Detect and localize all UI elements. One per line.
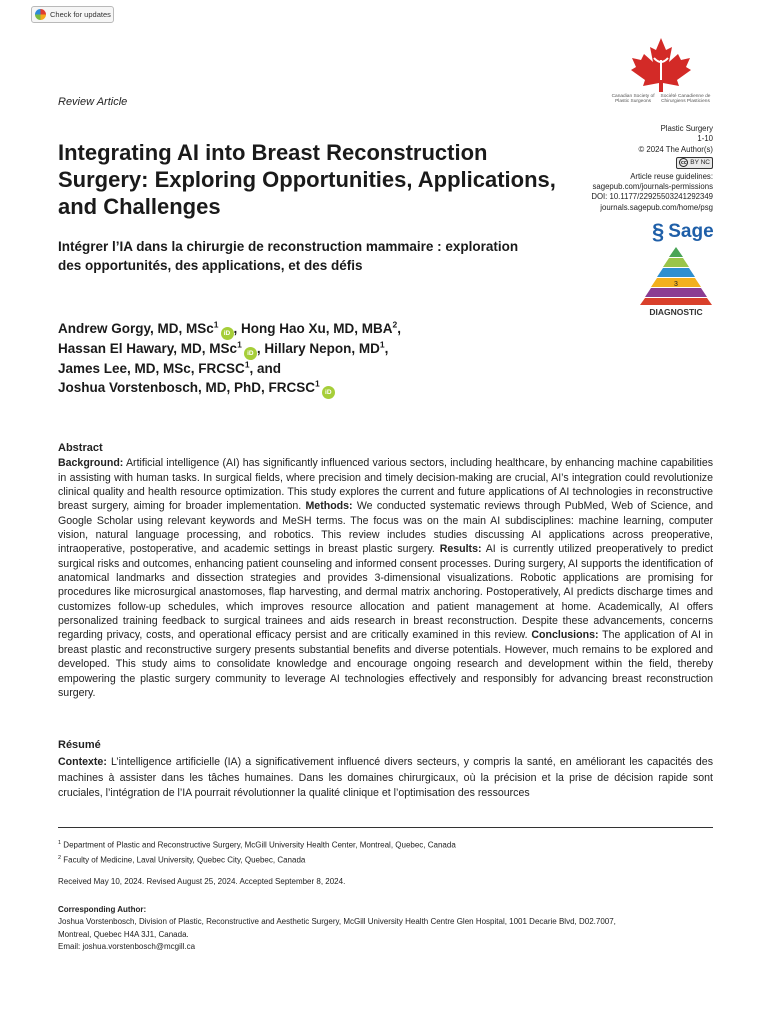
crossmark-icon — [35, 9, 46, 20]
abstract — [58, 441, 713, 700]
abstract-body: Background: Artificial intelligence (AI) has significantly influenced various sectors, including healthcare, by enhancing machine capabilities in assisting with human tasks. In surgical fields, where precision and timely decision-making are crucial, AI’s integration could revolutionize clinical quality and health resource optimization. This study explores the current and future applications of AI technologies in reconstructive breast surgery, aiming for broader implementation. Methods: We conducted systematic reviews through PubMed, Web of Science, and Google Scholar using relevant keywords and MeSH terms. The focus was on the main AI subdisciplines: machine learning, computer vision, natural language processing, and robotics. This review includes studies discussing AI applications across preoperative, intraoperative, postoperative, and academic settings in breast plastic surgery. Results: AI is currently utilized preoperatively to predict surgical risks and outcomes, enhancing patient counseling and informed consent processes. During surgery, AI supports the identification of anatomical landmarks and dissection strategies and provides 3-dimensional visualizations. Robotic applications are promising for procedures like microsurgical anastomoses, flap harvesting, and dermal matrix anchoring. Postoperatively, AI predicts discharge times and customizes follow-up schedules, which improves resource allocation and patient management at home. Academically, AI offers personalized training feedback to surgical trainees and aids research in breast reconstruction. Despite these advancements, concerns regarding privacy, costs, and operational efficacy persist and are critically examined in this review. Conclusions: The application of AI in breast plastic and reconstructive surgery presents substantial benefits and diverse potentials. However, much remains to be explored and developed. This study aims to consolidate knowledge and encourage ongoing research and development within the field, thereby empowering the plastic surgery community to leverage AI technologies effectively and responsibly for advancing breast reconstruction surgery. — [58, 457, 714, 699]
society-logo — [608, 36, 714, 110]
article-title: Integrating AI into Breast Reconstruction Surgery: Exploring Opportunities, Applications, and Challenges — [58, 140, 556, 219]
journal-name: Plastic Surgery — [660, 124, 713, 133]
reuse-guidelines: Article reuse guidelines: — [630, 171, 713, 181]
abstract-heading: Abstract — [58, 442, 103, 454]
article-subtitle-fr: Intégrer l’IA dans la chirurgie de reconstruction mammaire : exploration des opportunités, des applications, et des défis — [58, 239, 519, 273]
author-6: Joshua Vorstenbosch, MD, PhD, FRCSC$^1$iD — [58, 380, 335, 395]
level-of-evidence-badge — [636, 245, 716, 320]
received-dates: Received May 10, 2024. Revised August 25, 2024. Accepted September 8, 2024. — [58, 877, 346, 886]
corresponding-heading: Corresponding Author: — [58, 905, 147, 914]
diagnostic-label: DIAGNOSTIC — [649, 307, 703, 317]
publisher-name: Sage — [668, 221, 714, 242]
sage-s-icon: § — [652, 219, 665, 244]
maple-leaf-icon — [630, 36, 692, 92]
author-5: James Lee, MD, MSc, FRCSC$^1$, and — [58, 359, 282, 376]
sage-logo — [652, 221, 714, 243]
corresponding-address-1: Joshua Vorstenbosch, Division of Plastic, Reconstructive and Aesthetic Surgery, McGill University Health Centre Glen Hospital, 1001 Decarie Blvd, D02.7007, — [58, 917, 616, 927]
cc-license-badge[interactable] — [676, 157, 713, 169]
check-for-updates-button[interactable] — [31, 6, 114, 23]
page-range: 1-10 — [697, 134, 713, 144]
resume — [58, 738, 713, 802]
society-name-fr: Société Canadienne de Chirurgiens Plasticiens — [660, 94, 711, 105]
cc-license-label: BY NC — [690, 158, 710, 166]
author-2: Hong Hao Xu, MD, MBA$^2$, — [241, 319, 402, 336]
check-for-updates-label: Check for updates — [50, 10, 111, 19]
footnote-divider — [58, 827, 713, 828]
affiliation-2: $^2$ Faculty of Medicine, Laval University, Quebec City, Quebec, Canada — [58, 855, 306, 865]
cc-icon: cc — [680, 159, 687, 166]
orcid-icon[interactable]: iD — [244, 347, 257, 360]
affiliations — [58, 837, 713, 867]
article-type: Review Article — [58, 96, 128, 108]
society-name-en: Canadian Society of Plastic Surgeons — [611, 94, 655, 105]
resume-heading: Résumé — [58, 739, 101, 751]
author-3: Hassan El Hawary, MD, MSc$^1$iD , — [58, 341, 264, 356]
orcid-icon[interactable]: iD — [221, 327, 234, 340]
orcid-icon[interactable]: iD — [322, 386, 335, 399]
evidence-pyramid-icon — [636, 245, 716, 307]
corresponding-address-2: Montreal, Quebec H4A 3J1, Canada. — [58, 929, 189, 939]
author-list — [58, 320, 528, 399]
resume-body: Contexte: L’intelligence artificielle (IA) a significativement influencé divers secteurs, y compris la santé, en améliorant les capacités des machines à assister dans les tâches humaines. Dans les domaines chirurgicaux, où la précision et la prise de décision rapide sont cruciales, l’intégration de l’IA pourrait révolutionner la qualité clinique et l’optimisation des ressources — [58, 755, 713, 800]
corresponding-email[interactable]: Email: joshua.vorstenbosch@mcgill.ca — [58, 941, 196, 951]
copyright: © 2024 The Author(s) — [638, 144, 713, 154]
author-1: Andrew Gorgy, MD, MSc$^1$iD , — [58, 321, 241, 336]
corresponding-author — [58, 904, 738, 953]
affiliation-1: $^1$ Department of Plastic and Reconstructive Surgery, McGill University Health Center, Montreal, Quebec, Canada — [58, 840, 456, 850]
author-4: Hillary Nepon, $MD^1$, — [264, 339, 389, 356]
permissions-link[interactable]: sagepub.com/journals-permissions — [592, 182, 713, 192]
evidence-level-number: 3 — [674, 281, 678, 288]
doi-link[interactable]: DOI: 10.1177/22925503241292349 — [591, 192, 713, 202]
journal-home-link[interactable]: journals.sagepub.com/home/psg — [600, 202, 713, 212]
